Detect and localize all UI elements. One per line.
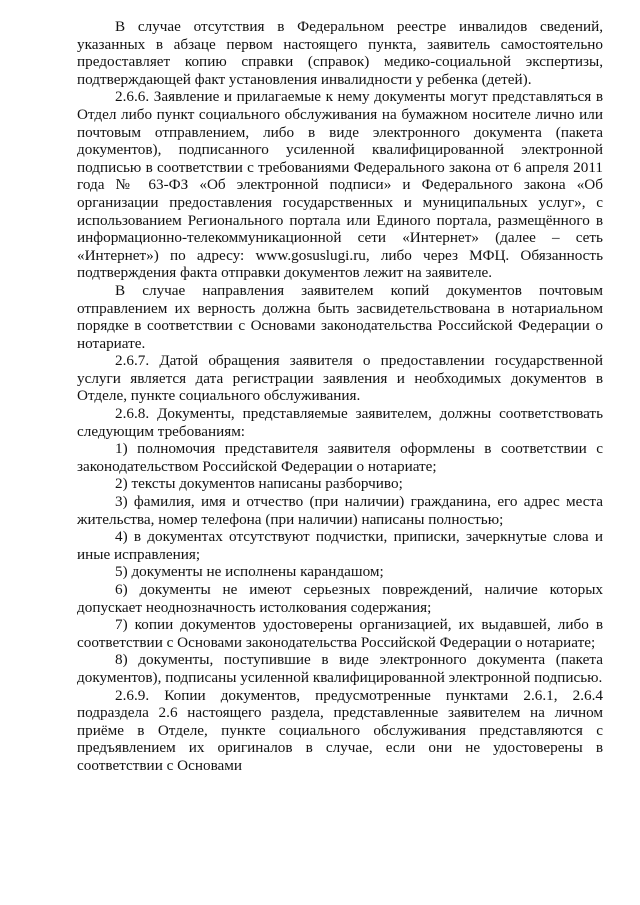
requirement-item-1: 1) полномочия представителя заявителя оформлены в соответствии с законодательством Российской Федерации о нотариате; xyxy=(77,440,603,475)
paragraph-2-6-9: 2.6.9. Копии документов, предусмотренные пунктами 2.6.1, 2.6.4 подраздела 2.6 настоящего раздела, представленные заявителем на личном приёме в Отделе, пункте социального обслуживания представляются с предъявлением их оригиналов в случае, если они не удостоверены в соответствии с Основами xyxy=(77,686,603,774)
paragraph-postal-copies: В случае направления заявителем копий документов почтовым отправлением их верность должна быть засвидетельствована в нотариальном порядке в соответствии с Основами законодательства Российской Федерации о нотариате. xyxy=(77,281,603,352)
paragraph-2-6-6: 2.6.6. Заявление и прилагаемые к нему документы могут представляться в Отдел либо пункт социального обслуживания на бумажном носителе лично или почтовым отправлением, либо в виде электронного документа (пакета документов), подписанного усиленной квалифицированной электронной подписью в соответствии с требованиями Федерального закона от 6 апреля 2011 года № 63-ФЗ «Об электронной подписи» и Федерального закона «Об организации предоставления государственных и муниципальных услуг», с использованием Регионального портала или Единого портала, размещённого в информационно-телекоммуникационной сети «Интернет» (далее – сеть «Интернет») по адресу: www.gosuslugi.ru, либо через МФЦ. Обязанность подтверждения факта отправки документов лежит на заявителе. xyxy=(77,88,603,282)
requirement-item-6: 6) документы не имеют серьезных повреждений, наличие которых допускает неоднозначность истолкования содержания; xyxy=(77,581,603,616)
requirement-item-5: 5) документы не исполнены карандашом; xyxy=(115,563,384,581)
paragraph-disability-certificate: В случае отсутствия в Федеральном реестре инвалидов сведений, указанных в абзаце первом настоящего пункта, заявитель самостоятельно предоставляет копию справки (справок) медико-социальной экспертизы, подтверждающей факт установления инвалидности у ребенка (детей). xyxy=(77,18,603,88)
requirement-item-7: 7) копии документов удостоверены организацией, их выдавшей, либо в соответствии с Основами законодательства Российской Федерации о нотариате; xyxy=(77,616,603,651)
requirement-item-8: 8) документы, поступившие в виде электронного документа (пакета документов), подписаны усиленной квалифицированной электронной подписью. xyxy=(77,651,603,686)
requirement-item-2: 2) тексты документов написаны разборчиво; xyxy=(115,475,403,493)
paragraph-2-6-7: 2.6.7. Датой обращения заявителя о предоставлении государственной услуги является дата регистрации заявления и необходимых документов в Отделе, пункте социального обслуживания. xyxy=(77,352,603,405)
requirement-item-3: 3) фамилия, имя и отчество (при наличии) гражданина, его адрес места жительства, номер телефона (при наличии) написаны полностью; xyxy=(77,493,603,528)
document-page xyxy=(77,18,603,775)
requirement-item-4: 4) в документах отсутствуют подчистки, приписки, зачеркнутые слова и иные исправления; xyxy=(77,528,603,563)
paragraph-2-6-8: 2.6.8. Документы, представляемые заявителем, должны соответствовать следующим требованиям: xyxy=(77,405,603,440)
